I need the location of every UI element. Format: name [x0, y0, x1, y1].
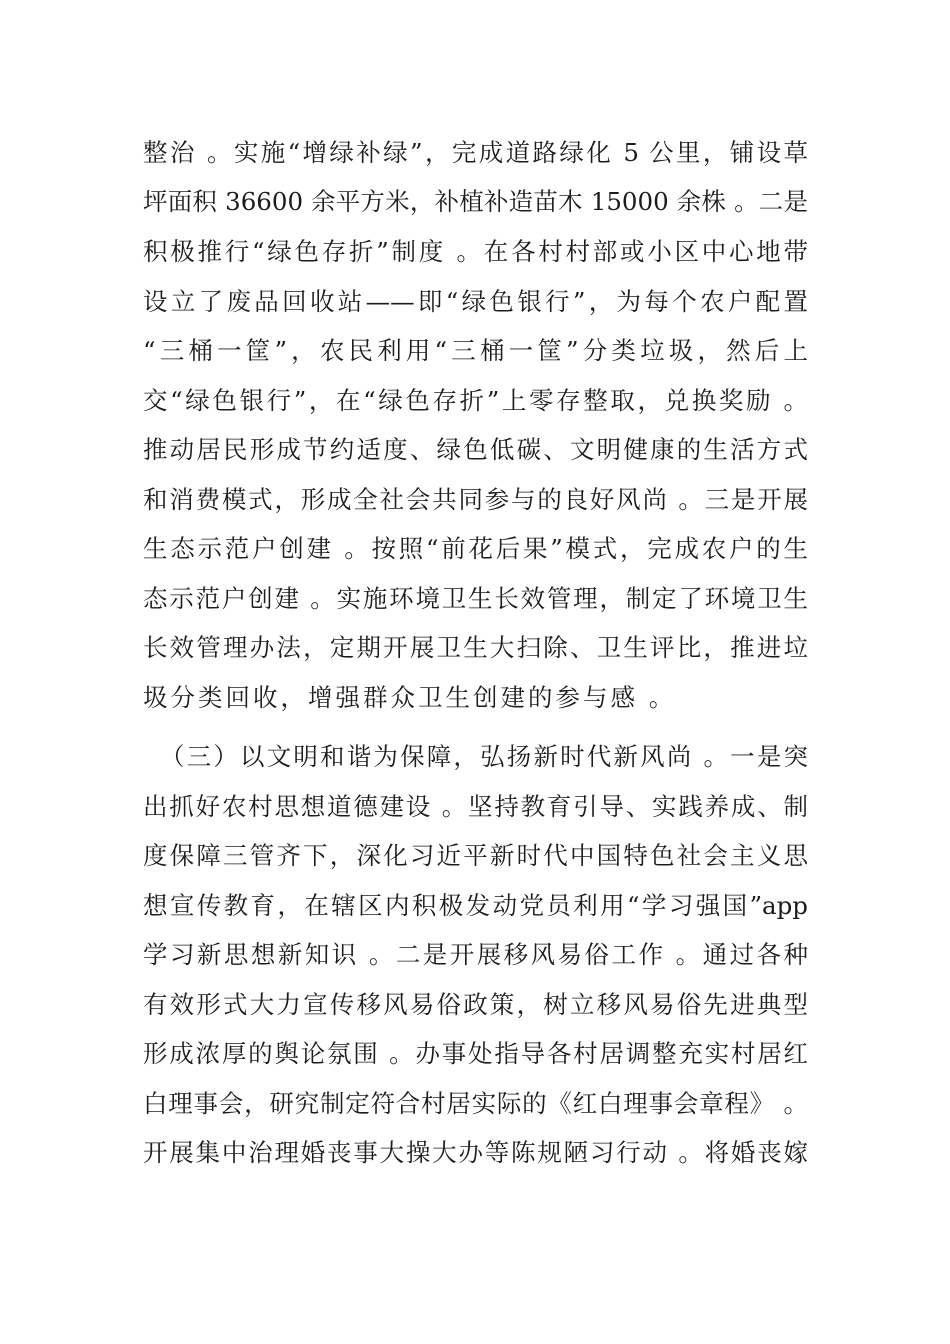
text-line: 长效管理办法，定期开展卫生大扫除、卫生评比，推进垃 [143, 633, 808, 662]
text-line: 生态示范户创建 。按照“前花后果”模式，完成农户的生 [143, 534, 808, 563]
text-line: 学习新思想新知识 。二是开展移风易俗工作 。通过各种 [143, 940, 808, 969]
paragraph-end-line: 圾分类回收，增强群众卫生创建的参与感 。 [143, 683, 677, 712]
text-line: 白理事会，研究制定符合村居实际的《红白理事会章程》 。 [143, 1089, 808, 1118]
text-line: 设立了废品回收站——即“绿色银行”，为每个农户配置 [143, 287, 808, 316]
text-line: 推动居民形成节约适度、绿色低碳、文明健康的生活方式 [143, 435, 808, 464]
text-line: 度保障三管齐下，深化习近平新时代中国特色社会主义思 [143, 841, 808, 870]
text-line: 有效形式大力宣传移风易俗政策，树立移风易俗先进典型 [143, 990, 808, 1019]
text-line: 坪面积 36600 余平方米，补植补造苗木 15000 余株 。二是 [143, 187, 808, 216]
text-line: 交“绿色银行”，在“绿色存折”上零存整取，兑换奖励 。 [143, 386, 808, 415]
text-line: 出抓好农村思想道德建设 。坚持教育引导、实践养成、制 [143, 792, 808, 821]
text-line: 和消费模式，形成全社会共同参与的良好风尚 。三是开展 [143, 485, 808, 514]
section-heading-line: （三）以文明和谐为保障，弘扬新时代新风尚 。一是突 [160, 742, 808, 771]
text-line: 整治 。实施“增绿补绿”，完成道路绿化 5 公里，铺设草 [143, 138, 808, 167]
text-line: 想宣传教育，在辖区内积极发动党员利用“学习强国”app [143, 891, 808, 920]
text-line: 形成浓厚的舆论氛围 。办事处指导各村居调整充实村居红 [143, 1039, 808, 1068]
text-line: “三桶一筐”，农民利用“三桶一筐”分类垃圾，然后上 [143, 336, 808, 365]
text-line: 积极推行“绿色存折”制度 。在各村村部或小区中心地带 [143, 237, 808, 266]
text-line: 开展集中治理婚丧事大操大办等陈规陋习行动 。将婚丧嫁 [143, 1138, 808, 1167]
text-line: 态示范户创建 。实施环境卫生长效管理，制定了环境卫生 [143, 584, 808, 613]
